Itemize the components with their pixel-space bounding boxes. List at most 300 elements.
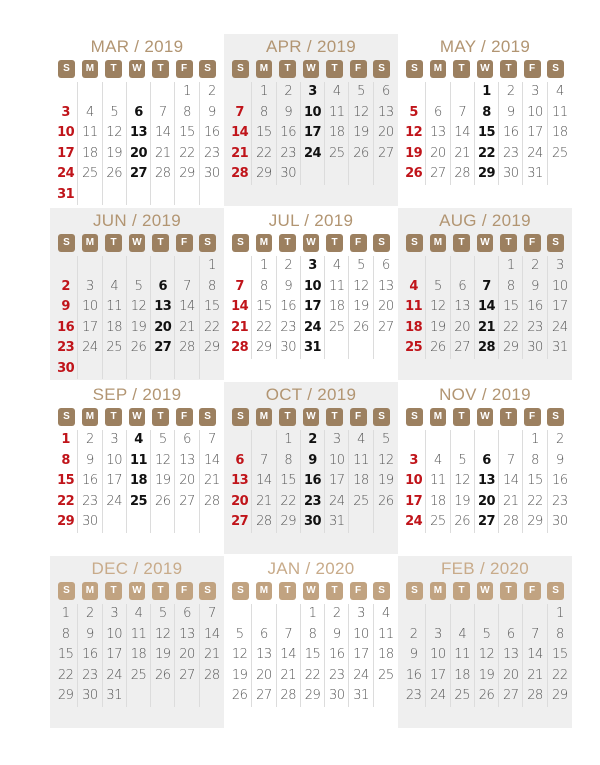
day-cell[interactable]: 21 (151, 144, 175, 165)
day-cell[interactable]: 6 (475, 451, 499, 472)
day-cell[interactable]: 4 (426, 451, 450, 472)
day-cell[interactable]: 11 (378, 626, 394, 642)
day-cell[interactable] (475, 430, 499, 451)
day-cell[interactable]: 15 (301, 645, 325, 666)
day-cell[interactable]: 2 (207, 84, 216, 99)
day-cell[interactable]: 29 (175, 164, 199, 185)
day-cell[interactable]: 10 (103, 625, 127, 646)
day-cell[interactable]: 22 (301, 666, 325, 687)
day-cell[interactable]: 20 (499, 666, 523, 687)
day-cell[interactable]: 20 (378, 125, 394, 140)
day-cell[interactable]: 19 (475, 666, 499, 687)
day-cell[interactable]: 18 (426, 492, 450, 513)
day-cell[interactable] (402, 256, 426, 277)
day-cell[interactable] (277, 604, 301, 625)
day-cell[interactable]: 26 (103, 164, 127, 185)
day-cell[interactable]: 19 (349, 297, 373, 318)
day-cell[interactable]: 30 (552, 514, 568, 529)
day-cell[interactable]: 14 (228, 123, 252, 144)
day-cell[interactable]: 9 (325, 625, 349, 646)
day-cell[interactable]: 26 (228, 686, 252, 707)
day-cell[interactable]: 28 (475, 338, 499, 359)
day-cell[interactable]: 7 (499, 451, 523, 472)
day-cell[interactable]: 12 (151, 451, 175, 472)
day-cell[interactable]: 17 (301, 123, 325, 144)
day-cell[interactable]: 24 (349, 666, 373, 687)
day-cell[interactable]: 11 (552, 104, 568, 120)
day-cell[interactable] (127, 256, 151, 277)
day-cell[interactable]: 9 (277, 277, 301, 298)
day-cell[interactable]: 21 (523, 666, 547, 687)
day-cell[interactable]: 28 (523, 686, 547, 707)
day-cell[interactable]: 19 (151, 645, 175, 666)
day-cell[interactable] (349, 338, 373, 359)
day-cell[interactable]: 23 (78, 666, 102, 687)
day-cell[interactable]: 3 (78, 277, 102, 298)
day-cell[interactable]: 28 (499, 512, 523, 533)
day-cell[interactable]: 24 (523, 144, 547, 165)
day-cell[interactable]: 7 (523, 625, 547, 646)
day-cell[interactable]: 29 (552, 688, 568, 703)
day-cell[interactable]: 30 (78, 686, 102, 707)
day-cell[interactable]: 22 (54, 666, 78, 687)
day-cell[interactable]: 17 (78, 318, 102, 339)
day-cell[interactable]: 10 (349, 625, 373, 646)
day-cell[interactable]: 11 (451, 645, 475, 666)
day-cell[interactable]: 11 (78, 123, 102, 144)
day-cell[interactable]: 25 (402, 338, 426, 359)
day-cell[interactable]: 2 (325, 604, 349, 625)
day-cell[interactable]: 12 (228, 645, 252, 666)
day-cell[interactable]: 15 (252, 123, 276, 144)
day-cell[interactable]: 3 (301, 256, 325, 277)
day-cell[interactable]: 6 (381, 258, 390, 273)
day-cell[interactable]: 13 (378, 278, 394, 294)
day-cell[interactable] (78, 185, 102, 206)
day-cell[interactable] (374, 338, 398, 359)
day-cell[interactable]: 23 (499, 144, 523, 165)
day-cell[interactable] (151, 686, 175, 707)
day-cell[interactable] (78, 256, 102, 277)
day-cell[interactable]: 21 (252, 492, 276, 513)
day-cell[interactable] (175, 512, 199, 533)
day-cell[interactable] (402, 604, 426, 625)
day-cell[interactable]: 11 (349, 451, 373, 472)
day-cell[interactable]: 19 (349, 123, 373, 144)
day-cell[interactable]: 8 (499, 277, 523, 298)
day-cell[interactable]: 9 (499, 103, 523, 124)
day-cell[interactable]: 1 (499, 256, 523, 277)
day-cell[interactable] (151, 359, 175, 380)
day-cell[interactable] (451, 430, 475, 451)
day-cell[interactable]: 30 (523, 338, 547, 359)
day-cell[interactable]: 18 (402, 318, 426, 339)
day-cell[interactable] (54, 256, 78, 277)
day-cell[interactable]: 23 (277, 318, 301, 339)
day-cell[interactable]: 24 (426, 686, 450, 707)
day-cell[interactable]: 22 (499, 318, 523, 339)
day-cell[interactable]: 2 (555, 432, 564, 447)
day-cell[interactable]: 8 (475, 103, 499, 124)
day-cell[interactable]: 31 (103, 686, 127, 707)
day-cell[interactable]: 2 (499, 82, 523, 103)
day-cell[interactable]: 10 (301, 277, 325, 298)
day-cell[interactable]: 5 (475, 625, 499, 646)
day-cell[interactable]: 14 (277, 645, 301, 666)
day-cell[interactable]: 4 (103, 277, 127, 298)
day-cell[interactable] (426, 256, 450, 277)
day-cell[interactable]: 1 (54, 604, 78, 625)
day-cell[interactable]: 1 (54, 430, 78, 451)
day-cell[interactable]: 28 (228, 338, 252, 359)
day-cell[interactable]: 15 (552, 647, 568, 662)
day-cell[interactable]: 13 (175, 451, 199, 472)
day-cell[interactable]: 22 (523, 492, 547, 513)
day-cell[interactable]: 3 (325, 430, 349, 451)
day-cell[interactable]: 20 (475, 492, 499, 513)
day-cell[interactable]: 31 (349, 686, 373, 707)
day-cell[interactable]: 3 (349, 604, 373, 625)
day-cell[interactable]: 11 (426, 471, 450, 492)
day-cell[interactable]: 28 (451, 164, 475, 185)
day-cell[interactable]: 4 (349, 430, 373, 451)
day-cell[interactable]: 3 (103, 604, 127, 625)
day-cell[interactable]: 15 (252, 297, 276, 318)
day-cell[interactable]: 24 (301, 144, 325, 165)
day-cell[interactable] (103, 256, 127, 277)
day-cell[interactable]: 5 (151, 430, 175, 451)
day-cell[interactable]: 7 (175, 277, 199, 298)
day-cell[interactable]: 3 (555, 258, 564, 273)
day-cell[interactable]: 12 (349, 277, 373, 298)
day-cell[interactable]: 25 (325, 318, 349, 339)
day-cell[interactable]: 26 (349, 318, 373, 339)
day-cell[interactable]: 22 (252, 318, 276, 339)
day-cell[interactable]: 7 (451, 103, 475, 124)
day-cell[interactable] (475, 256, 499, 277)
day-cell[interactable]: 29 (277, 512, 301, 533)
day-cell[interactable] (127, 512, 151, 533)
day-cell[interactable]: 3 (426, 625, 450, 646)
day-cell[interactable]: 5 (381, 432, 390, 447)
day-cell[interactable]: 1 (252, 82, 276, 103)
day-cell[interactable]: 7 (151, 103, 175, 124)
day-cell[interactable]: 18 (127, 471, 151, 492)
day-cell[interactable] (103, 359, 127, 380)
day-cell[interactable]: 2 (402, 625, 426, 646)
day-cell[interactable]: 2 (523, 256, 547, 277)
day-cell[interactable]: 13 (378, 104, 394, 120)
day-cell[interactable]: 10 (103, 451, 127, 472)
day-cell[interactable]: 30 (325, 686, 349, 707)
day-cell[interactable]: 1 (252, 256, 276, 277)
day-cell[interactable]: 25 (426, 512, 450, 533)
day-cell[interactable]: 30 (78, 512, 102, 533)
day-cell[interactable]: 3 (301, 82, 325, 103)
day-cell[interactable]: 5 (451, 451, 475, 472)
day-cell[interactable]: 31 (552, 340, 568, 355)
day-cell[interactable]: 22 (277, 492, 301, 513)
day-cell[interactable] (54, 82, 78, 103)
day-cell[interactable]: 25 (349, 492, 373, 513)
day-cell[interactable]: 15 (277, 471, 301, 492)
day-cell[interactable]: 16 (78, 471, 102, 492)
day-cell[interactable]: 22 (175, 144, 199, 165)
day-cell[interactable]: 4 (127, 604, 151, 625)
day-cell[interactable]: 11 (402, 297, 426, 318)
day-cell[interactable]: 13 (499, 645, 523, 666)
day-cell[interactable]: 16 (325, 645, 349, 666)
day-cell[interactable]: 19 (127, 318, 151, 339)
day-cell[interactable]: 17 (103, 471, 127, 492)
day-cell[interactable]: 12 (451, 471, 475, 492)
day-cell[interactable]: 24 (325, 492, 349, 513)
day-cell[interactable] (252, 430, 276, 451)
day-cell[interactable]: 3 (523, 82, 547, 103)
day-cell[interactable]: 16 (499, 123, 523, 144)
day-cell[interactable] (523, 604, 547, 625)
day-cell[interactable]: 27 (499, 686, 523, 707)
day-cell[interactable]: 19 (402, 144, 426, 165)
day-cell[interactable]: 19 (451, 492, 475, 513)
day-cell[interactable] (374, 686, 398, 707)
day-cell[interactable]: 13 (252, 645, 276, 666)
day-cell[interactable]: 13 (451, 297, 475, 318)
day-cell[interactable]: 29 (204, 340, 220, 355)
day-cell[interactable]: 24 (103, 492, 127, 513)
day-cell[interactable]: 11 (325, 103, 349, 124)
day-cell[interactable]: 17 (523, 123, 547, 144)
day-cell[interactable]: 16 (78, 645, 102, 666)
day-cell[interactable]: 7 (207, 606, 216, 621)
day-cell[interactable] (151, 512, 175, 533)
day-cell[interactable] (426, 82, 450, 103)
day-cell[interactable]: 22 (552, 667, 568, 683)
day-cell[interactable]: 26 (151, 492, 175, 513)
day-cell[interactable]: 20 (426, 144, 450, 165)
day-cell[interactable]: 17 (103, 645, 127, 666)
day-cell[interactable]: 15 (523, 471, 547, 492)
day-cell[interactable]: 26 (378, 493, 394, 509)
day-cell[interactable]: 1 (207, 258, 216, 273)
day-cell[interactable]: 23 (523, 318, 547, 339)
day-cell[interactable]: 4 (381, 606, 390, 621)
day-cell[interactable] (402, 82, 426, 103)
day-cell[interactable]: 6 (151, 277, 175, 298)
day-cell[interactable]: 25 (103, 338, 127, 359)
day-cell[interactable]: 12 (402, 123, 426, 144)
day-cell[interactable] (200, 359, 224, 380)
day-cell[interactable]: 1 (475, 82, 499, 103)
day-cell[interactable]: 5 (426, 277, 450, 298)
day-cell[interactable]: 13 (475, 471, 499, 492)
day-cell[interactable]: 8 (252, 277, 276, 298)
day-cell[interactable] (325, 164, 349, 185)
day-cell[interactable]: 28 (228, 164, 252, 185)
day-cell[interactable] (103, 185, 127, 206)
day-cell[interactable]: 25 (451, 686, 475, 707)
day-cell[interactable]: 28 (175, 338, 199, 359)
day-cell[interactable]: 21 (451, 144, 475, 165)
day-cell[interactable]: 12 (349, 103, 373, 124)
day-cell[interactable]: 14 (228, 297, 252, 318)
day-cell[interactable]: 30 (204, 166, 220, 181)
day-cell[interactable] (499, 430, 523, 451)
day-cell[interactable]: 19 (426, 318, 450, 339)
day-cell[interactable]: 8 (207, 278, 216, 294)
day-cell[interactable]: 12 (151, 625, 175, 646)
day-cell[interactable] (200, 686, 224, 707)
day-cell[interactable]: 16 (277, 123, 301, 144)
day-cell[interactable]: 18 (78, 144, 102, 165)
day-cell[interactable]: 4 (402, 277, 426, 298)
day-cell[interactable]: 23 (204, 145, 220, 161)
day-cell[interactable]: 17 (54, 144, 78, 165)
day-cell[interactable]: 6 (175, 604, 199, 625)
day-cell[interactable]: 30 (499, 164, 523, 185)
day-cell[interactable]: 27 (228, 512, 252, 533)
day-cell[interactable]: 14 (451, 123, 475, 144)
day-cell[interactable]: 23 (402, 686, 426, 707)
day-cell[interactable]: 7 (228, 103, 252, 124)
day-cell[interactable]: 19 (151, 471, 175, 492)
day-cell[interactable]: 9 (523, 277, 547, 298)
day-cell[interactable]: 24 (78, 338, 102, 359)
day-cell[interactable]: 28 (204, 667, 220, 683)
day-cell[interactable]: 6 (426, 103, 450, 124)
day-cell[interactable] (151, 185, 175, 206)
day-cell[interactable]: 25 (127, 492, 151, 513)
day-cell[interactable]: 13 (127, 123, 151, 144)
day-cell[interactable]: 21 (228, 144, 252, 165)
day-cell[interactable] (451, 256, 475, 277)
day-cell[interactable]: 29 (301, 686, 325, 707)
day-cell[interactable]: 16 (204, 125, 220, 140)
day-cell[interactable] (78, 82, 102, 103)
day-cell[interactable]: 1 (277, 430, 301, 451)
day-cell[interactable]: 29 (252, 338, 276, 359)
day-cell[interactable]: 7 (252, 451, 276, 472)
day-cell[interactable]: 24 (301, 318, 325, 339)
day-cell[interactable]: 4 (78, 103, 102, 124)
day-cell[interactable]: 29 (54, 512, 78, 533)
day-cell[interactable]: 4 (451, 625, 475, 646)
day-cell[interactable]: 27 (426, 164, 450, 185)
day-cell[interactable]: 14 (151, 123, 175, 144)
day-cell[interactable]: 24 (103, 666, 127, 687)
day-cell[interactable]: 16 (277, 297, 301, 318)
day-cell[interactable] (228, 430, 252, 451)
day-cell[interactable] (175, 256, 199, 277)
day-cell[interactable]: 8 (175, 103, 199, 124)
day-cell[interactable]: 2 (301, 430, 325, 451)
day-cell[interactable]: 20 (228, 492, 252, 513)
day-cell[interactable]: 17 (552, 299, 568, 314)
day-cell[interactable]: 20 (252, 666, 276, 687)
day-cell[interactable]: 27 (127, 164, 151, 185)
day-cell[interactable]: 25 (78, 164, 102, 185)
day-cell[interactable] (103, 82, 127, 103)
day-cell[interactable]: 20 (175, 471, 199, 492)
day-cell[interactable]: 3 (402, 451, 426, 472)
day-cell[interactable]: 2 (54, 277, 78, 298)
day-cell[interactable]: 26 (402, 164, 426, 185)
day-cell[interactable]: 27 (252, 686, 276, 707)
day-cell[interactable]: 6 (228, 451, 252, 472)
day-cell[interactable]: 7 (207, 432, 216, 447)
day-cell[interactable]: 23 (54, 338, 78, 359)
day-cell[interactable]: 6 (451, 277, 475, 298)
day-cell[interactable] (374, 512, 398, 533)
day-cell[interactable]: 14 (499, 471, 523, 492)
day-cell[interactable]: 11 (103, 297, 127, 318)
day-cell[interactable]: 7 (475, 277, 499, 298)
day-cell[interactable] (228, 604, 252, 625)
day-cell[interactable]: 21 (475, 318, 499, 339)
day-cell[interactable]: 2 (78, 604, 102, 625)
day-cell[interactable] (349, 512, 373, 533)
day-cell[interactable]: 6 (127, 103, 151, 124)
day-cell[interactable]: 29 (523, 512, 547, 533)
day-cell[interactable] (175, 359, 199, 380)
day-cell[interactable]: 17 (426, 666, 450, 687)
day-cell[interactable]: 9 (555, 452, 564, 468)
day-cell[interactable]: 17 (402, 492, 426, 513)
day-cell[interactable]: 10 (54, 123, 78, 144)
day-cell[interactable] (151, 256, 175, 277)
day-cell[interactable]: 18 (325, 297, 349, 318)
day-cell[interactable]: 18 (552, 125, 568, 140)
day-cell[interactable]: 15 (204, 299, 220, 314)
day-cell[interactable]: 9 (402, 645, 426, 666)
day-cell[interactable]: 22 (475, 144, 499, 165)
day-cell[interactable]: 22 (252, 144, 276, 165)
day-cell[interactable]: 23 (277, 144, 301, 165)
day-cell[interactable]: 27 (378, 145, 394, 161)
day-cell[interactable]: 29 (54, 686, 78, 707)
day-cell[interactable]: 29 (475, 164, 499, 185)
day-cell[interactable]: 1 (555, 606, 564, 621)
day-cell[interactable]: 31 (325, 512, 349, 533)
day-cell[interactable]: 5 (402, 103, 426, 124)
day-cell[interactable]: 6 (252, 625, 276, 646)
day-cell[interactable]: 13 (175, 625, 199, 646)
day-cell[interactable]: 4 (325, 82, 349, 103)
day-cell[interactable]: 23 (552, 493, 568, 509)
day-cell[interactable]: 22 (54, 492, 78, 513)
day-cell[interactable]: 13 (228, 471, 252, 492)
day-cell[interactable]: 13 (426, 123, 450, 144)
day-cell[interactable] (548, 164, 572, 185)
day-cell[interactable]: 1 (301, 604, 325, 625)
day-cell[interactable]: 9 (277, 103, 301, 124)
day-cell[interactable] (499, 604, 523, 625)
day-cell[interactable]: 5 (127, 277, 151, 298)
day-cell[interactable]: 14 (204, 626, 220, 642)
day-cell[interactable]: 21 (204, 647, 220, 662)
day-cell[interactable]: 31 (54, 185, 78, 206)
day-cell[interactable]: 29 (252, 164, 276, 185)
day-cell[interactable]: 2 (277, 82, 301, 103)
day-cell[interactable] (426, 430, 450, 451)
day-cell[interactable] (451, 82, 475, 103)
day-cell[interactable]: 28 (204, 493, 220, 509)
day-cell[interactable] (127, 185, 151, 206)
day-cell[interactable]: 10 (552, 278, 568, 294)
day-cell[interactable]: 30 (277, 338, 301, 359)
day-cell[interactable]: 9 (301, 451, 325, 472)
day-cell[interactable]: 10 (78, 297, 102, 318)
